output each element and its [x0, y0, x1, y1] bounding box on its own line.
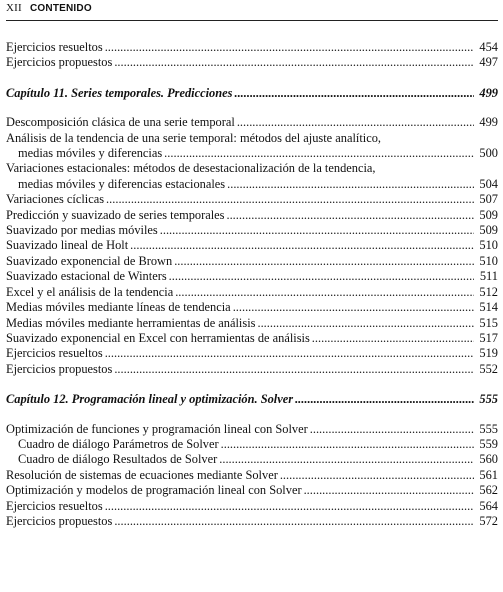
- toc-entry[interactable]: [6, 254, 498, 269]
- dot-leader: [312, 331, 474, 346]
- toc-entry-label: Variaciones cíclicas: [6, 192, 105, 207]
- toc-entry-line: Análisis de la tendencia de una serie temporal: métodos del ajuste analítico,: [6, 130, 382, 145]
- toc-entry[interactable]: [6, 346, 498, 361]
- dot-leader: [105, 499, 474, 514]
- toc-entry-label: Descomposición clásica de una serie temporal: [6, 115, 235, 130]
- toc-entry[interactable]: [6, 316, 498, 331]
- toc-entry-line: Variaciones estacionales: métodos de desestacionalización de la tendencia,: [6, 161, 376, 176]
- toc-entry-label: Ejercicios propuestos: [6, 361, 113, 376]
- toc-entry[interactable]: [6, 269, 498, 284]
- dot-leader: [237, 115, 474, 130]
- toc-entry-ejercicios-resueltos[interactable]: [6, 40, 498, 55]
- toc-entry-continuation: [6, 177, 498, 192]
- dot-leader: [280, 468, 474, 483]
- dot-leader: [169, 269, 474, 284]
- toc-entry-continuation: [6, 146, 498, 161]
- dot-leader: [233, 300, 474, 315]
- toc-entry[interactable]: [6, 499, 498, 514]
- toc-entry-page: 509: [479, 207, 498, 222]
- toc-entry[interactable]: [6, 514, 498, 529]
- table-of-contents: [6, 40, 498, 529]
- dot-leader: [174, 254, 474, 269]
- toc-entry-page: 454: [479, 40, 498, 54]
- toc-entry-label: Predicción y suavizado de series temporales: [6, 207, 225, 222]
- dot-leader: [114, 55, 474, 70]
- toc-entry-page: 515: [479, 315, 498, 330]
- dot-leader: [257, 316, 474, 331]
- toc-entry-page: 511: [479, 269, 498, 284]
- toc-entry-page: 517: [479, 330, 498, 345]
- toc-entry-label: Suavizado lineal de Holt: [6, 238, 129, 253]
- toc-subentry[interactable]: [6, 437, 498, 452]
- toc-entry-page: 514: [479, 300, 498, 315]
- toc-entry-page: 512: [479, 284, 498, 299]
- chapter-title: Capítulo 12. Programación lineal y optimización. Solver: [6, 392, 294, 407]
- dot-leader: [130, 238, 474, 253]
- toc-entry[interactable]: [6, 483, 498, 498]
- dot-leader: [164, 146, 474, 161]
- toc-entry-page: 519: [479, 346, 498, 361]
- toc-entry-page: 562: [479, 483, 498, 498]
- toc-entry-label: Suavizado por medias móviles: [6, 223, 158, 238]
- toc-entry[interactable]: [6, 331, 498, 346]
- toc-entry-page: 559: [479, 436, 498, 451]
- dot-leader: [219, 452, 474, 467]
- page-folio: XII: [6, 2, 22, 14]
- toc-entry[interactable]: [6, 422, 498, 437]
- toc-entry-multiline[interactable]: [6, 161, 498, 192]
- chapter-title: Capítulo 11. Series temporales. Predicciones: [6, 85, 233, 100]
- toc-entry-label: Medias móviles mediante herramientas de análisis: [6, 315, 256, 330]
- toc-entry-page: 564: [479, 498, 498, 513]
- toc-entry-multiline[interactable]: [6, 131, 498, 162]
- running-header: [6, 2, 498, 20]
- toc-entry-label: Ejercicios propuestos: [6, 55, 113, 70]
- toc-entry-page: 555: [479, 421, 498, 436]
- toc-entry-label: Optimización y modelos de programación lineal con Solver: [6, 483, 302, 498]
- dot-leader: [175, 285, 474, 300]
- toc-entry-label: Suavizado exponencial en Excel con herramientas de análisis: [6, 330, 310, 345]
- toc-entry[interactable]: [6, 208, 498, 223]
- toc-entry[interactable]: [6, 468, 498, 483]
- toc-entry-page: 572: [479, 513, 498, 528]
- dot-leader: [310, 422, 474, 437]
- dot-leader: [114, 362, 474, 377]
- toc-entry-page: 507: [479, 192, 498, 207]
- toc-entry-page: 561: [479, 467, 498, 482]
- dot-leader: [234, 86, 474, 101]
- dot-leader: [106, 192, 474, 207]
- toc-entry-page: 510: [479, 238, 498, 253]
- toc-entry-page: 497: [479, 55, 498, 70]
- dot-leader: [295, 392, 474, 407]
- toc-entry-label: Cuadro de diálogo Resultados de Solver: [18, 452, 218, 467]
- toc-subentry[interactable]: [6, 452, 498, 467]
- dot-leader: [227, 177, 474, 192]
- toc-entry-page: 500: [479, 146, 498, 161]
- toc-entry-label: Optimización de funciones y programación lineal con Solver: [6, 421, 308, 436]
- dot-leader: [105, 346, 474, 361]
- toc-entry-label: Medias móviles mediante líneas de tendencia: [6, 300, 231, 315]
- toc-entry[interactable]: [6, 238, 498, 253]
- chapter-page: 555: [479, 392, 498, 407]
- toc-entry-label: Ejercicios resueltos: [6, 498, 103, 513]
- toc-entry-label: Ejercicios resueltos: [6, 40, 103, 54]
- toc-entry[interactable]: [6, 362, 498, 377]
- dot-leader: [221, 437, 474, 452]
- dot-leader: [114, 514, 474, 529]
- toc-entry-label: Ejercicios resueltos: [6, 346, 103, 361]
- toc-entry-label: Cuadro de diálogo Parámetros de Solver: [18, 436, 219, 451]
- toc-chapter-11[interactable]: [6, 86, 498, 101]
- toc-entry-page: 509: [479, 223, 498, 238]
- toc-entry-label: Suavizado exponencial de Brown: [6, 253, 173, 268]
- toc-entry[interactable]: [6, 285, 498, 300]
- toc-entry-label: Suavizado estacional de Winters: [6, 269, 167, 284]
- toc-entry[interactable]: [6, 223, 498, 238]
- toc-entry-page: 504: [479, 176, 498, 191]
- dot-leader: [160, 223, 474, 238]
- toc-entry-label: Ejercicios propuestos: [6, 513, 113, 528]
- toc-entry-ejercicios-propuestos[interactable]: [6, 55, 498, 70]
- toc-entry[interactable]: [6, 115, 498, 130]
- header-title: CONTENIDO: [30, 3, 92, 14]
- dot-leader: [304, 483, 474, 498]
- toc-entry-page: 552: [479, 361, 498, 376]
- toc-entry-page: 560: [479, 452, 498, 467]
- toc-entry-page: 510: [479, 253, 498, 268]
- toc-chapter-12[interactable]: [6, 392, 498, 407]
- chapter-page: 499: [479, 85, 498, 100]
- dot-leader: [226, 208, 474, 223]
- toc-entry-label: Excel y el análisis de la tendencia: [6, 284, 174, 299]
- toc-entry-label: medias móviles y diferencias estacionales: [18, 176, 226, 191]
- toc-entry-page: 499: [479, 115, 498, 130]
- dot-leader: [105, 40, 474, 55]
- toc-entry[interactable]: [6, 300, 498, 315]
- toc-entry-label: Resolución de sistemas de ecuaciones mediante Solver: [6, 467, 278, 482]
- header-rule: [6, 20, 498, 21]
- toc-entry[interactable]: [6, 192, 498, 207]
- toc-entry-label: medias móviles y diferencias: [18, 146, 163, 161]
